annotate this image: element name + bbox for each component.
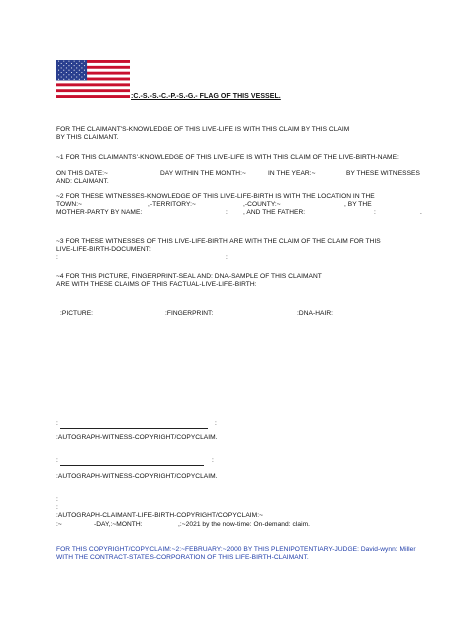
flag-star <box>66 63 67 64</box>
flag-stripe <box>56 89 130 92</box>
flag-star <box>66 67 67 68</box>
flag-graphic <box>56 60 130 98</box>
item4-fingerprint: :FINGERPRINT: <box>165 310 214 317</box>
item2-colon-2: : <box>374 209 376 216</box>
flag-star <box>71 77 72 78</box>
sig2-label: :AUTOGRAPH-WITNESS-COPYRIGHT/COPYCLAIM. <box>56 473 218 480</box>
sig1-label: :AUTOGRAPH-WITNESS-COPYRIGHT/COPYCLAIM. <box>56 434 218 441</box>
flag-stripe <box>56 80 130 83</box>
us-flag-icon <box>56 60 130 98</box>
sig3-colon: : <box>56 496 58 503</box>
sig1-pre: : <box>56 420 58 427</box>
flag-star <box>66 72 67 73</box>
flag-star <box>71 72 72 73</box>
item2-line1: ~2 FOR THESE WITNESSES-KNOWLEDGE OF THIS LIVE-LIFE-BIRTH IS WITH THE LOCATION IN THE <box>56 193 375 200</box>
item3-line1: ~3 FOR THESE WITNESSES OF THIS LIVE-LIFE-BIRTH ARE WITH THE CLAIM OF THE CLAIM FOR THIS <box>56 238 381 245</box>
flag-star <box>76 72 77 73</box>
item3-colon-b: : <box>226 254 228 261</box>
footer-line-2: WITH THE CONTRACT-STATES-CORPORATION OF THIS LIFE-BIRTH-CLAIMANT. <box>56 554 309 561</box>
flag-stripe <box>56 83 130 86</box>
item2-by-the: , BY THE <box>344 201 372 208</box>
flag-star <box>58 65 59 66</box>
flag-star <box>63 70 64 71</box>
sig2-pre: : <box>56 457 58 464</box>
flag-star <box>74 74 75 75</box>
item4-line2: ARE WITH THESE CLAIMS OF THIS FACTUAL-LIVE-LIFE-BIRTH: <box>56 281 257 288</box>
intro-line-1: FOR THE CLAIMANT'S-KNOWLEDGE OF THIS LIVE-LIFE IS WITH THIS CLAIM BY THIS CLAIM <box>56 126 350 133</box>
flag-star <box>63 74 64 75</box>
flag-star <box>68 61 69 62</box>
flag-star <box>81 67 82 68</box>
flag-star <box>74 79 75 80</box>
flag-star <box>81 72 82 73</box>
flag-star <box>79 79 80 80</box>
sig3-label: :AUTOGRAPH-CLAIMANT-LIFE-BIRTH-COPYRIGHT/COPYCLAIM:~ <box>56 512 263 519</box>
flag-star <box>76 63 77 64</box>
item3-line2: LIVE-LIFE-BIRTH-DOCUMENT: <box>56 246 151 253</box>
flag-star <box>84 79 85 80</box>
item1-on-this-date: ON THIS DATE:~ <box>56 170 108 177</box>
flag-star <box>63 65 64 66</box>
item2-dot: . <box>420 209 422 216</box>
date-year-claim: ,:~2021 by the now-time: On-demand: claim. <box>178 521 311 528</box>
item2-county: ,-COUNTY:~ <box>243 201 281 208</box>
flag-star <box>58 79 59 80</box>
item1-day-within: DAY WITHIN THE MONTH:~ <box>160 170 246 177</box>
flag-stripe <box>56 92 130 95</box>
sig3-colon-b: : <box>56 504 58 511</box>
flag-stripe <box>56 86 130 89</box>
item4-dna-hair: :DNA-HAIR: <box>297 310 334 317</box>
flag-star <box>76 77 77 78</box>
flag-star <box>74 65 75 66</box>
item2-colon-1: : <box>226 209 228 216</box>
flag-star <box>81 63 82 64</box>
flag-star <box>58 74 59 75</box>
flag-star <box>68 70 69 71</box>
flag-star <box>79 70 80 71</box>
flag-star <box>66 77 67 78</box>
flag-star <box>61 63 62 64</box>
flag-star <box>79 74 80 75</box>
flag-star <box>68 74 69 75</box>
flag-star <box>61 72 62 73</box>
date-day-month: -DAY,:~MONTH: <box>94 521 143 528</box>
item1-line1: ~1 FOR THIS CLAIMANTS'-KNOWLEDGE OF THIS LIVE-LIFE IS WITH THIS CLAIM OF THE LIVE-BIRTH-NAME: <box>56 154 399 161</box>
flag-star <box>61 67 62 68</box>
date-tilde: :~ <box>56 521 62 528</box>
flag-star <box>79 65 80 66</box>
item3-colon-a: : <box>56 254 58 261</box>
sig2-post: : <box>212 457 214 464</box>
sig1-line <box>60 428 208 429</box>
item1-by-these: BY THESE WITNESSES <box>346 170 420 177</box>
sig1-post: : <box>215 420 217 427</box>
flag-star <box>68 79 69 80</box>
flag-stripe <box>56 95 130 98</box>
item1-and-claimant: AND: CLAIMANT. <box>56 178 109 185</box>
flag-star <box>63 61 64 62</box>
item4-picture: :PICTURE: <box>60 310 94 317</box>
item2-town: TOWN:~ <box>56 201 83 208</box>
flag-star <box>74 61 75 62</box>
item4-line1: ~4 FOR THIS PICTURE, FINGERPRINT-SEAL AND: DNA-SAMPLE OF THIS CLAIMANT <box>56 273 322 280</box>
flag-star <box>76 67 77 68</box>
flag-star <box>68 65 69 66</box>
flag-star <box>84 70 85 71</box>
flag-star <box>74 70 75 71</box>
page-title: :C.-S.-S.-C.-P.-S.-G.- FLAG OF THIS VESSEL. <box>131 93 281 100</box>
item2-mother-party: MOTHER-PARTY BY NAME: <box>56 209 143 216</box>
flag-star <box>63 79 64 80</box>
item2-territory: ,-TERRITORY:~ <box>148 201 196 208</box>
footer-line-1: FOR THIS COPYRIGHT/COPYCLAIM:~2:~FEBRUARY:~2000 BY THIS PLENIPOTENTIARY-JUDGE: David-wynn: Miller <box>56 546 416 553</box>
item1-in-the-year: IN THE YEAR:~ <box>268 170 316 177</box>
sig2-line <box>60 465 204 466</box>
flag-star <box>81 77 82 78</box>
flag-star <box>71 63 72 64</box>
intro-line-2: BY THIS CLAIMANT. <box>56 134 119 141</box>
flag-star <box>84 65 85 66</box>
flag-star <box>84 61 85 62</box>
flag-star <box>61 77 62 78</box>
flag-star <box>58 61 59 62</box>
flag-star <box>71 67 72 68</box>
flag-star <box>84 74 85 75</box>
flag-star <box>58 70 59 71</box>
item2-father: , AND THE FATHER: <box>243 209 306 216</box>
flag-star <box>79 61 80 62</box>
